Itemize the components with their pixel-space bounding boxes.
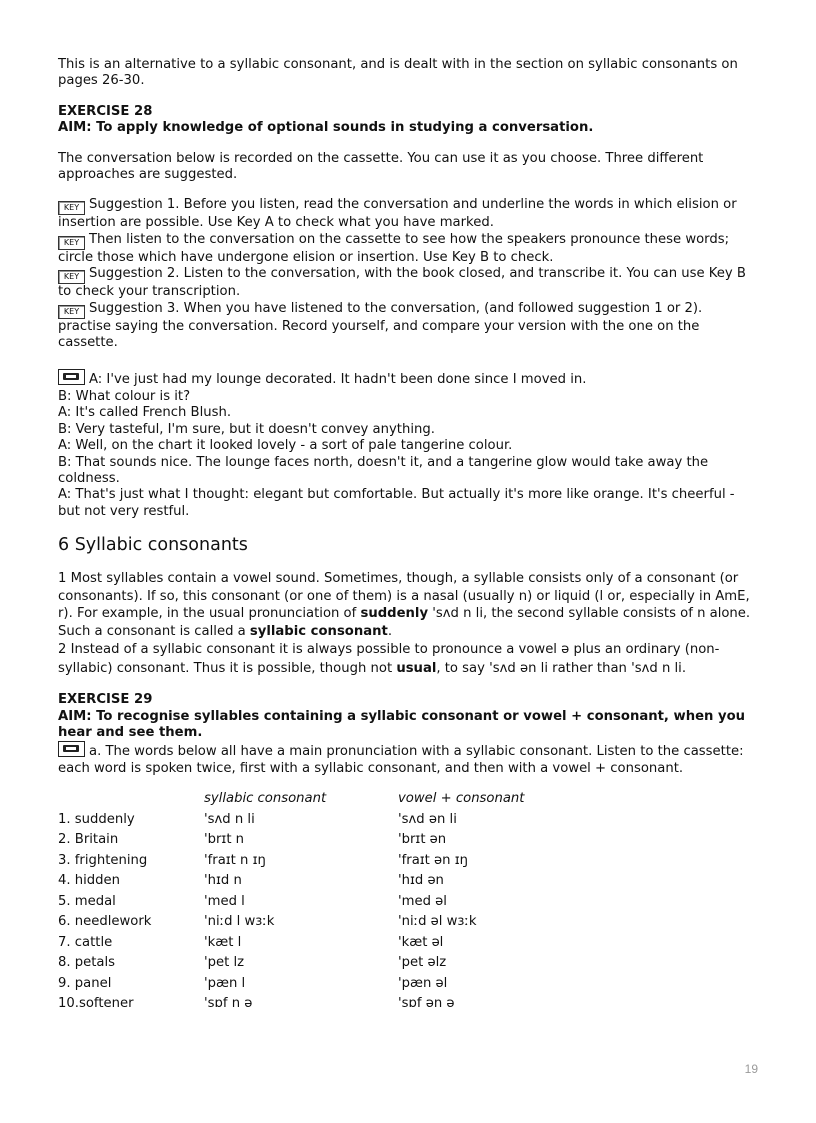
table-header [58,791,524,812]
suggestion-2: KEY Suggestion 2. Listen to the conversation, with the book closed, and transcribe it. You can use Key B to check your transcription. [58,266,746,300]
table-row: 8. petals 'pet lz 'pet əlz [58,955,447,971]
exercise-28-aim: AIM: To apply knowledge of optional sounds in studying a conversation. [58,120,594,136]
table-row: 7. cattle 'kæt l 'kæt əl [58,934,444,950]
header-word [58,791,204,812]
section-heading: 6 Syllabic consonants [58,535,248,556]
suggestion-1: KEY Suggestion 1. Before you listen, read the conversation and underline the words in which elision or insertion are possible. Use Key A to check what you have marked. [58,197,737,231]
table-row: 5. medal 'med l 'med əl [58,893,447,909]
dialogue-line: A: I've just had my lounge decorated. It hadn't been done since I moved in. [58,369,758,388]
section-paragraph-1: 1 Most syllables contain a vowel sound. Sometimes, though, a syllable consists only of a consonant (or consonants). If so, this consonant (or one of them) is a nasal (usually n) or liquid (l or, especially in AmE, r). For example, in the usual pronunciation of suddenly 'sʌd n li, the second syllable consists of n alone. Such a consonant is called a syllabic consonant. [58,571,751,639]
dialogue-line: A: It's called French Blush. [58,405,232,421]
conversation [58,369,758,520]
dialogue-line: B: What colour is it? [58,388,191,404]
key-icon: KEY [58,201,85,215]
table-row: 1. suddenly 'sʌd n li 'sʌd ən li [58,811,457,827]
header-syllabic: syllabic consonant [204,791,327,807]
cassette-icon [58,369,85,385]
key-icon: KEY [58,236,85,250]
table-row: 9. panel 'pæn l 'pæn əl [58,975,448,991]
word-table [58,791,524,1017]
table-row: 2. Britain 'brɪt n 'brɪt ən [58,832,447,848]
exercise-28-title: EXERCISE 28 [58,103,153,119]
exercise-29-instruction: a. The words below all have a main pronunciation with a syllabic consonant. Listen to the cassette: each word is spoken twice, first with a syllabic consonant, and then with a vowel + consonant. [58,741,758,777]
table-row: 6. needlework 'niːd l wɜːk 'niːd əl wɜːk [58,914,477,930]
suggestion-3: KEY Suggestion 3. When you have listened to the conversation, (and followed suggestion 1 or 2). practise saying the conversation. Record yourself, and compare your version with the one on the cassette. [58,300,703,351]
cassette-icon [58,741,85,757]
exercise-29-title: EXERCISE 29 [58,692,153,708]
key-icon: KEY [58,305,85,319]
exercise-28-intro: The conversation below is recorded on the cassette. You can use it as you choose. Three different approaches are suggested. [58,150,704,183]
table-row: 4. hidden 'hɪd n 'hɪd ən [58,873,444,889]
suggestion-1b: KEY Then listen to the conversation on the cassette to see how the speakers pronounce these words; circle those which have undergone elision or insertion. Use Key B to check. [58,231,730,265]
dialogue-line: B: Very tasteful, I'm sure, but it doesn't convey anything. [58,421,435,437]
table-row: 10.softener 'sɒf n ə 'sɒf ən ə [58,996,455,1012]
exercise-29-aim: AIM: To recognise syllables containing a syllabic consonant or vowel + consonant, when you hear and see them. [58,708,746,740]
key-icon: KEY [58,270,85,284]
header-vowel: vowel + consonant [398,791,525,807]
intro-paragraph: This is an alternative to a syllabic consonant, and is dealt with in the section on syllabic consonants on pages 26-30. [58,57,738,89]
page-number: 19 [744,1062,758,1076]
section-paragraph-2: 2 Instead of a syllabic consonant it is always possible to pronounce a vowel ə plus an ordinary (non-syllabic) consonant. Thus it is possible, though not usual, to say 'sʌd ən li rather than 'sʌd n li. [58,642,720,677]
dialogue-line: A: That's just what I thought: elegant but comfortable. But actually it's more like orange. It's cheerful - but not very restful. [58,487,735,519]
dialogue-line: A: Well, on the chart it looked lovely - a sort of pale tangerine colour. [58,438,513,454]
dialogue-line: B: That sounds nice. The lounge faces north, doesn't it, and a tangerine glow would take away the coldness. [58,454,709,486]
document-page [58,57,758,1017]
table-row: 3. frightening 'fraɪt n ɪŋ 'fraɪt ən ɪŋ [58,852,468,868]
